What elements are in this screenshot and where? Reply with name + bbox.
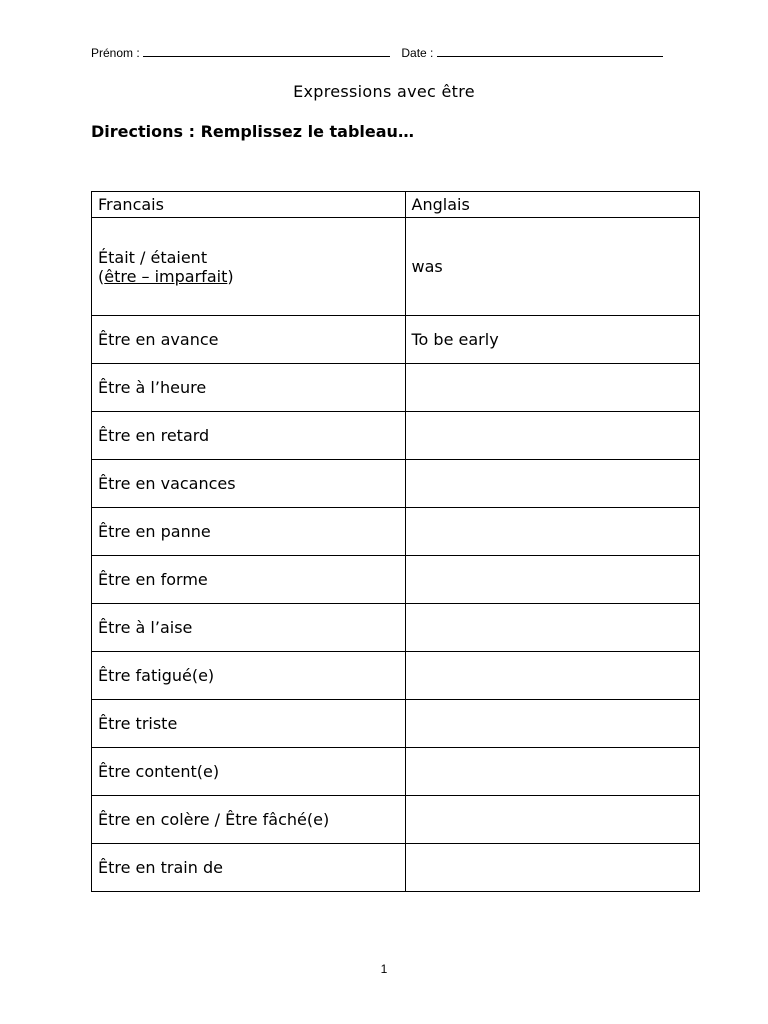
french-cell: Être content(e) (92, 748, 406, 796)
page-number: 1 (380, 962, 388, 976)
name-blank[interactable] (143, 46, 390, 57)
french-cell: Être en forme (92, 556, 406, 604)
name-label: Prénom : (91, 46, 140, 60)
french-cell: Être en train de (92, 844, 406, 892)
french-line-2: (être – imparfait) (98, 266, 234, 286)
table-row (92, 316, 700, 364)
table-row (92, 508, 700, 556)
french-cell: Être en avance (92, 316, 406, 364)
french-cell: Être en retard (92, 412, 406, 460)
english-cell[interactable] (405, 748, 700, 796)
english-cell[interactable] (405, 508, 700, 556)
french-line-1: Était / étaient (98, 247, 208, 267)
french-cell (92, 218, 406, 316)
english-cell[interactable] (405, 796, 700, 844)
english-cell[interactable] (405, 460, 700, 508)
table-row (92, 460, 700, 508)
date-label: Date : (401, 46, 434, 60)
french-cell: Être à l’aise (92, 604, 406, 652)
table-row (92, 218, 700, 316)
french-cell: Être en panne (92, 508, 406, 556)
table-row (92, 604, 700, 652)
french-cell: Être triste (92, 700, 406, 748)
table-row (92, 652, 700, 700)
vocabulary-table (91, 191, 700, 892)
english-cell[interactable] (405, 844, 700, 892)
directions: Directions : Remplissez le tableau… (91, 122, 414, 141)
table-row (92, 364, 700, 412)
table-row (92, 556, 700, 604)
english-cell[interactable] (405, 412, 700, 460)
english-cell[interactable] (405, 700, 700, 748)
english-cell[interactable] (405, 652, 700, 700)
table-row (92, 412, 700, 460)
english-cell[interactable] (405, 556, 700, 604)
page-title: Expressions avec être (293, 82, 475, 101)
underlined-note: être – imparfait (104, 266, 228, 286)
english-cell[interactable] (405, 604, 700, 652)
date-blank[interactable] (437, 46, 663, 57)
column-header-english: Anglais (405, 192, 700, 218)
english-cell[interactable]: To be early (405, 316, 700, 364)
table-row (92, 700, 700, 748)
table-row (92, 844, 700, 892)
french-cell: Être en colère / Être fâché(e) (92, 796, 406, 844)
header-line (91, 46, 663, 60)
french-cell: Être fatigué(e) (92, 652, 406, 700)
english-cell[interactable]: was (405, 218, 700, 316)
column-header-french: Francais (92, 192, 406, 218)
french-cell: Être en vacances (92, 460, 406, 508)
table-row (92, 796, 700, 844)
french-cell: Être à l’heure (92, 364, 406, 412)
english-cell[interactable] (405, 364, 700, 412)
table-row (92, 748, 700, 796)
table-header-row (92, 192, 700, 218)
